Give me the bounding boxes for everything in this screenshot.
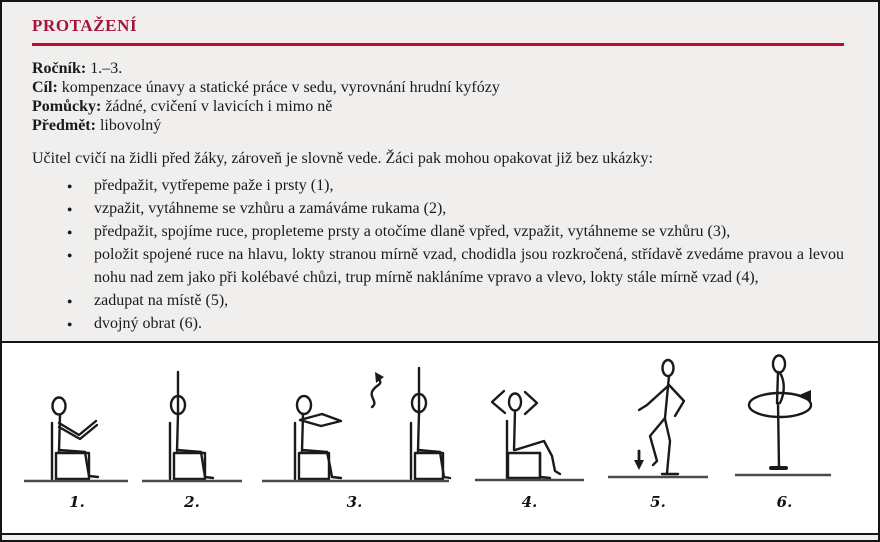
- figure-number: 4.: [521, 493, 538, 511]
- figure-number: 3.: [346, 493, 363, 511]
- exercise-item: ● předpažit, spojíme ruce, propleteme prsty a otočíme dlaně vpřed, vzpažit, vytáhneme se vzhůru (3),: [67, 220, 844, 243]
- figures-panel: [2, 341, 878, 535]
- exercise-item: ● předpažit, vytřepeme paže i prsty (1),: [67, 174, 844, 197]
- double-turn-drawing: [727, 353, 842, 490]
- meta-line-grade: [32, 59, 844, 78]
- intro-paragraph: Učitel cvičí na židli před žáky, zároveň je slovně vede. Žáci pak mohou opakovat již bez ukázky:: [32, 150, 653, 167]
- figure-number: 5.: [650, 493, 666, 511]
- title-rule: [32, 43, 844, 46]
- meta-value: libovolný: [95, 117, 162, 134]
- sitting-clasped-then-raised-drawing: [257, 353, 452, 490]
- figure-number: 6.: [776, 493, 793, 511]
- meta-label: Předmět:: [32, 117, 96, 134]
- meta-label: Pomůcky:: [32, 98, 102, 115]
- sitting-arms-forward-drawing: [17, 353, 137, 490]
- figure-5: [602, 353, 714, 511]
- exercise-item: ● vzpažit, vytáhneme se vzhůru a zamáváme rukama (2),: [67, 197, 844, 220]
- text-section: [2, 2, 878, 341]
- figure-6: [727, 353, 842, 511]
- meta-line-goal: [32, 78, 844, 97]
- meta-value: kompenzace únavy a statické práce v sedu, vyrovnání hrudní kyfózy: [57, 79, 500, 96]
- page-title: PROTAŽENÍ: [32, 16, 138, 35]
- figure-2: [137, 353, 247, 511]
- figure-3: [257, 353, 452, 511]
- figure-number: 1.: [69, 493, 85, 511]
- meta-label: Ročník:: [32, 60, 87, 77]
- figure-4: [467, 353, 592, 511]
- exercise-item: ● dvojný obrat (6).: [67, 312, 844, 335]
- meta-block: [32, 59, 844, 135]
- stomping-drawing: [602, 353, 714, 490]
- meta-line-aids: [32, 97, 844, 116]
- meta-label: Cíl:: [32, 79, 58, 96]
- figure-number: 2.: [184, 493, 200, 511]
- sitting-arms-raised-drawing: [137, 353, 247, 490]
- figure-1: [17, 353, 137, 511]
- exercise-item: ● položit spojené ruce na hlavu, lokty stranou mírně vzad, chodidla jsou rozkročená, střídavě zvedáme pravou a levou nohu nad zem jako při kolébavé chůzi, trup mírně nakláníme vpravo a vlevo, lokty stále mírně vzad (4),: [67, 243, 844, 289]
- meta-value: 1.–3.: [86, 60, 123, 77]
- exercise-item: ● zadupat na místě (5),: [67, 289, 844, 312]
- meta-line-subject: [32, 116, 844, 135]
- hands-on-head-leg-lift-drawing: [467, 353, 592, 490]
- exercise-list: [67, 174, 844, 335]
- meta-value: žádné, cvičení v lavicích i mimo ně: [101, 98, 333, 115]
